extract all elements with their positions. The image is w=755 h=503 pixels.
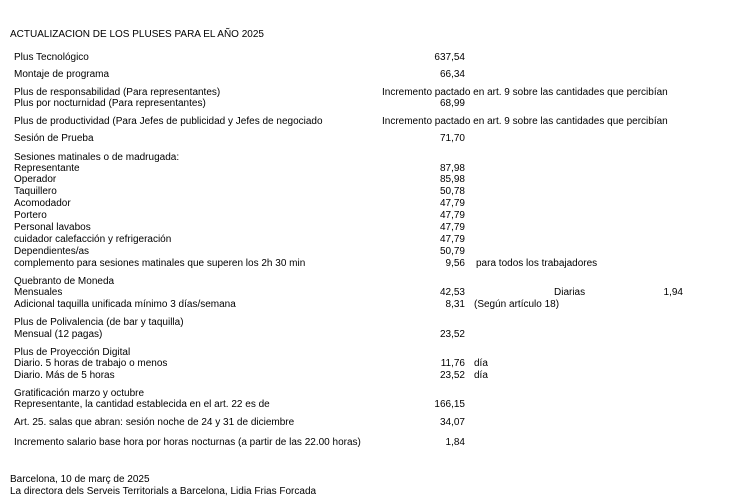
sesiones-item-label: Acomodador xyxy=(14,198,71,209)
sesiones-item-value: 87,98 xyxy=(439,163,465,174)
productividad-note: Incremento pactado en art. 9 sobre las cantidades que percibían xyxy=(382,116,668,127)
gratificacion-heading: Gratificación marzo y octubre xyxy=(14,388,145,399)
sesiones-item-label: Representante xyxy=(14,163,80,174)
sesiones-item-label: Operador xyxy=(14,174,57,185)
montaje-value: 66,34 xyxy=(439,69,465,80)
footer-signature: La directora dels Serveis Territorials a Barcelona, Lidia Frias Forcada xyxy=(10,486,317,497)
sesiones-item-label: Taquillero xyxy=(14,186,57,197)
proyeccion-item-unit: día xyxy=(474,358,488,369)
sesiones-item-value: 50,78 xyxy=(439,186,465,197)
sesiones-item-label: cuidador calefacción y refrigeración xyxy=(14,234,172,245)
sesiones-item-value: 50,79 xyxy=(439,246,465,257)
adicional-note: (Según artículo 18) xyxy=(474,299,560,310)
proyeccion-item-value: 11,76 xyxy=(440,358,465,369)
gratificacion-label: Representante, la cantidad establecida en el art. 22 es de xyxy=(14,399,270,410)
sesiones-item-value: 47,79 xyxy=(439,234,465,245)
proyeccion-item-value: 23,52 xyxy=(439,370,465,381)
sesiones-item-value: 47,79 xyxy=(439,198,465,209)
document-title: ACTUALIZACION DE LOS PLUSES PARA EL AÑO 2025 xyxy=(10,29,264,40)
responsabilidad-label: Plus de responsabilidad (Para representantes) xyxy=(14,87,221,98)
plus-tecnologico-value: 637,54 xyxy=(434,52,465,63)
responsabilidad-note: Incremento pactado en art. 9 sobre las cantidades que percibían xyxy=(382,87,668,98)
productividad-label: Plus de productividad (Para Jefes de publicidad y Jefes de negociado xyxy=(14,116,323,127)
complemento-label: complemento para sesiones matinales que superen los 2h 30 min xyxy=(14,258,306,269)
montaje-label: Montaje de programa xyxy=(14,69,110,80)
diarias-value: 1,94 xyxy=(663,287,683,298)
complemento-note: para todos los trabajadores xyxy=(476,258,598,269)
sesiones-item-value: 47,79 xyxy=(439,210,465,221)
footer-place-date: Barcelona, 10 de març de 2025 xyxy=(10,474,150,485)
sesiones-item-label: Dependientes/as xyxy=(14,246,90,257)
gratificacion-value: 166,15 xyxy=(434,399,465,410)
incremento-label: Incremento salario base hora por horas nocturnas (a partir de las 22.00 horas) xyxy=(14,437,361,448)
sesion-prueba-value: 71,70 xyxy=(439,133,465,144)
proyeccion-item-label: Diario. 5 horas de trabajo o menos xyxy=(14,358,168,369)
diarias-label: Diarias xyxy=(554,287,586,298)
adicional-label: Adicional taquilla unificada mínimo 3 días/semana xyxy=(14,299,236,310)
complemento-value: 9,56 xyxy=(445,258,465,269)
art25-label: Art. 25. salas que abran: sesión noche de 24 y 31 de diciembre xyxy=(14,417,295,428)
mensuales-value: 42,53 xyxy=(439,287,465,298)
sesiones-item-value: 47,79 xyxy=(439,222,465,233)
polivalencia-heading: Plus de Polivalencia (de bar y taquilla) xyxy=(14,317,184,328)
polivalencia-value: 23,52 xyxy=(439,329,465,340)
proyeccion-item-unit: día xyxy=(474,370,488,381)
art25-value: 34,07 xyxy=(439,417,465,428)
sesiones-item-label: Personal lavabos xyxy=(14,222,91,233)
sesiones-item-value: 85,98 xyxy=(439,174,465,185)
incremento-value: 1,84 xyxy=(445,437,465,448)
sesiones-item-label: Portero xyxy=(14,210,47,221)
polivalencia-label: Mensual (12 pagas) xyxy=(14,329,103,340)
proyeccion-item-label: Diario. Más de 5 horas xyxy=(14,370,115,381)
mensuales-label: Mensuales xyxy=(14,287,63,298)
quebranto-heading: Quebranto de Moneda xyxy=(14,276,115,287)
sesiones-heading: Sesiones matinales o de madrugada: xyxy=(14,152,180,163)
adicional-value: 8,31 xyxy=(445,299,465,310)
nocturnidad-value: 68,99 xyxy=(439,98,465,109)
proyeccion-heading: Plus de Proyección Digital xyxy=(14,347,131,358)
nocturnidad-label: Plus por nocturnidad (Para representantes) xyxy=(14,98,206,109)
plus-tecnologico-label: Plus Tecnológico xyxy=(14,52,89,63)
sesion-prueba-label: Sesión de Prueba xyxy=(14,133,94,144)
